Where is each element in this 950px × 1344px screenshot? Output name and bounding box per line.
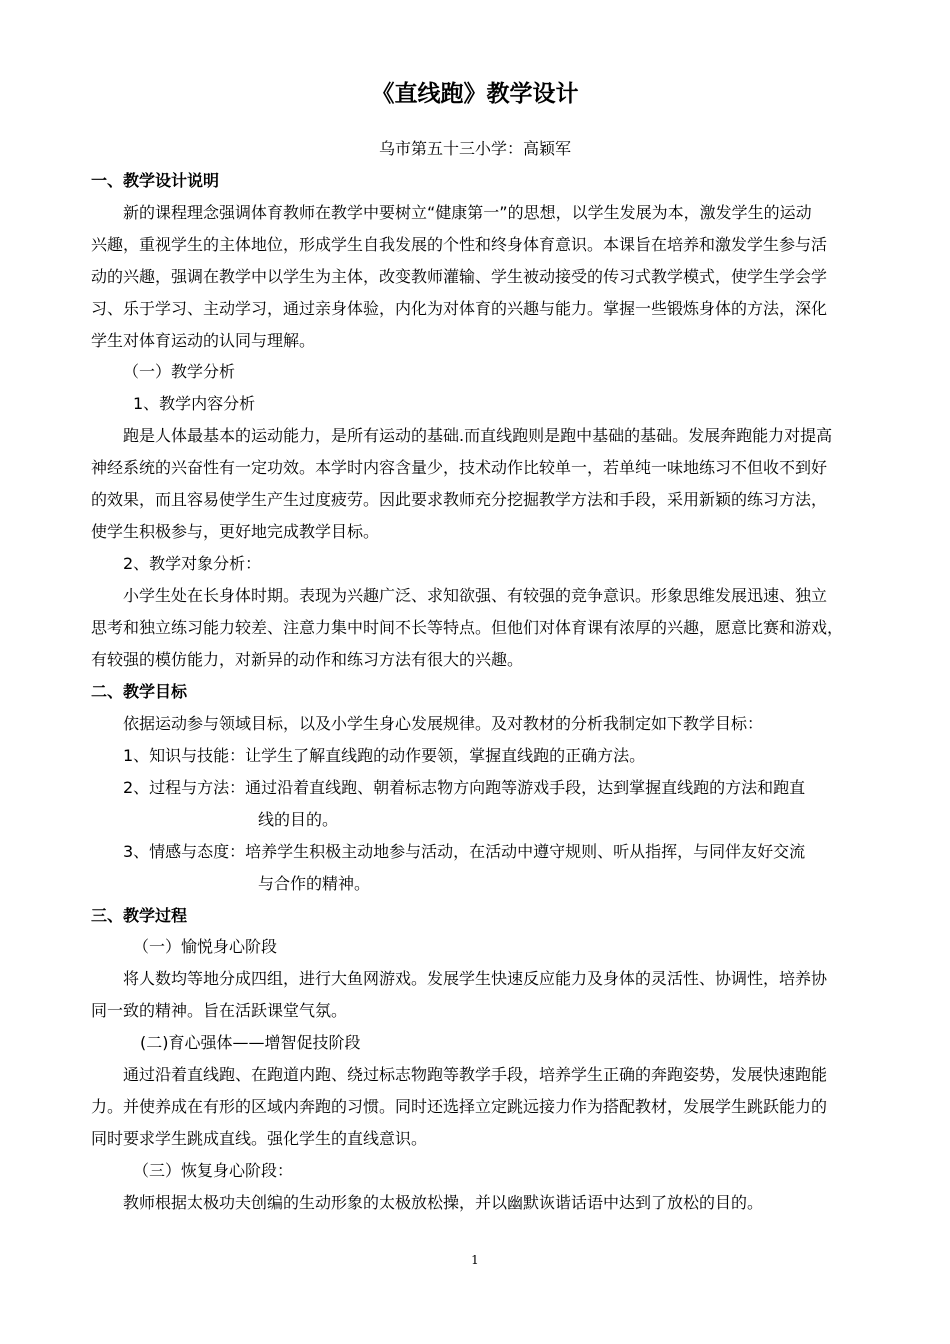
paragraph-line: 学生对体育运动的认同与理解。 [91,331,316,350]
author-line: 乌市第五十三小学：高颖军 [378,139,571,158]
goal-item: 1、知识与技能：让学生了解直线跑的动作要领，掌握直线跑的正确方法。 [123,746,646,765]
paragraph-line: 有较强的模仿能力，对新异的动作和练习方法有很大的兴趣。 [91,650,524,669]
paragraph-line: 思考和独立练习能力较差、注意力集中时间不长等特点。但他们对体育课有浓厚的兴趣，愿意比赛和游戏， [91,618,844,637]
paragraph-line: 教师根据太极功夫创编的生动形象的太极放松操，并以幽默诙谐话语中达到了放松的目的。 [123,1193,764,1212]
section-heading: 三、教学过程 [91,906,188,925]
goal-item-continuation: 与合作的精神。 [258,874,371,893]
paragraph-line: 将人数均等地分成四组，进行大鱼网游戏。发展学生快速反应能力及身体的灵活性、协调性，培养协 [123,969,828,988]
paragraph-line: 兴趣，重视学生的主体地位，形成学生自我发展的个性和终身体育意识。本课旨在培养和激发学生参与活 [91,235,828,254]
section-heading: 一、教学设计说明 [91,171,220,190]
paragraph-line: 同时要求学生跳成直线。强化学生的直线意识。 [91,1129,428,1148]
goal-item: 2、过程与方法：通过沿着直线跑、朝着标志物方向跑等游戏手段，达到掌握直线跑的方法和跑直 [123,778,806,797]
paragraph-line: 小学生处在长身体时期。表现为兴趣广泛、求知欲强、有较强的竞争意识。形象思维发展迅速、独立 [123,586,828,605]
document-title: 《直线跑》教学设计 [371,81,579,107]
subsection-heading: （一）教学分析 [123,362,236,381]
paragraph-line: 习、乐于学习、主动学习，通过亲身体验，内化为对体育的兴趣与能力。掌握一些锻炼身体的方法，深化 [91,299,828,318]
paragraph-line: 依据运动参与领域目标，以及小学生身心发展规律。及对教材的分析我制定如下教学目标： [123,714,764,733]
paragraph-line: 的效果，而且容易使学生产生过度疲劳。因此要求教师充分挖掘教学方法和手段，采用新颖的练习方法， [91,490,828,509]
subsection-heading: （三）恢复身心阶段： [133,1161,294,1180]
goal-item: 3、情感与态度：培养学生积极主动地参与活动，在活动中遵守规则、听从指挥，与同伴友好交流 [123,842,806,861]
paragraph-line: 神经系统的兴奋性有一定功效。本学时内容含量少，技术动作比较单一，若单纯一味地练习不但收不到好 [91,458,828,477]
paragraph-line: 通过沿着直线跑、在跑道内跑、绕过标志物跑等教学手段，培养学生正确的奔跑姿势，发展快速跑能 [123,1065,828,1084]
paragraph-line: 新的课程理念强调体育教师在教学中要树立“健康第一”的思想，以学生发展为本，激发学生的运动 [123,203,812,222]
subsection-heading: 2、教学对象分析： [123,554,262,573]
subsection-heading: （一）愉悦身心阶段 [133,937,278,956]
section-heading: 二、教学目标 [91,682,188,701]
paragraph-line: 跑是人体最基本的运动能力，是所有运动的基础.而直线跑则是跑中基础的基础。发展奔跑能力对提高 [123,426,833,445]
paragraph-line: 同一致的精神。旨在活跃课堂气氛。 [91,1001,348,1020]
paragraph-line: 力。并使养成在有形的区域内奔跑的习惯。同时还选择立定跳远接力作为搭配教材，发展学生跳跃能力的 [91,1097,828,1116]
paragraph-line: 使学生积极参与，更好地完成教学目标。 [91,522,380,541]
page-number: 1 [471,1253,479,1267]
subsection-heading: 1、教学内容分析 [133,394,256,413]
paragraph-line: 动的兴趣，强调在教学中以学生为主体，改变教师灌输、学生被动接受的传习式教学模式，使学生学会学 [91,267,828,286]
subsection-heading: (二)育心强体——增智促技阶段 [140,1033,361,1052]
goal-item-continuation: 线的目的。 [258,810,339,829]
